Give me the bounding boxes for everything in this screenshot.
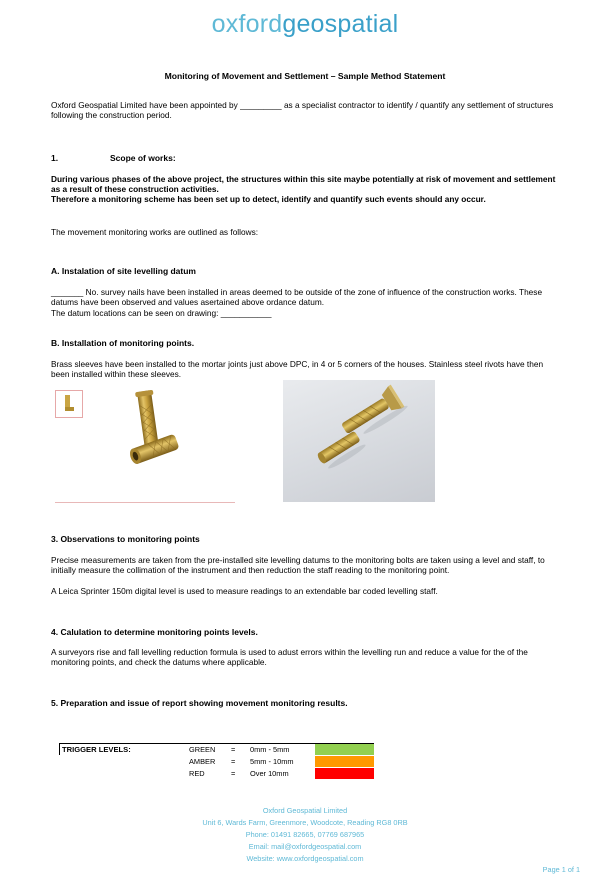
trigger-equals: = (231, 757, 236, 766)
trigger-value: Over 10mm (250, 769, 289, 778)
section-a-heading: A. Instalation of site levelling datum (51, 266, 196, 276)
trigger-name: AMBER (189, 757, 216, 766)
red-swatch (315, 768, 374, 779)
trigger-equals: = (231, 769, 236, 778)
logo-part-2: geospatial (282, 10, 399, 38)
footer-company: Oxford Geospatial Limited (262, 806, 348, 815)
section-b-heading: B. Installation of monitoring points. (51, 338, 195, 348)
amber-swatch (315, 756, 374, 767)
scope-paragraph-1: During various phases of the above project, the structures within this site maybe potentially at risk of movement and settlement as a result of these construction activities. (51, 174, 556, 194)
page-number: Page 1 of 1 (542, 865, 580, 874)
section-4-paragraph: A surveyors rise and fall levelling reduction formula is used to adust errors within the levelling run and reduce a value for the of the monitoring points, and check the datums where applicable. (51, 647, 528, 667)
section-5-heading: 5. Preparation and issue of report showing movement monitoring results. (51, 698, 348, 708)
trigger-name: RED (189, 769, 205, 778)
trigger-value: 5mm - 10mm (250, 757, 294, 766)
footer-email[interactable]: Email: mail@oxfordgeospatial.com (248, 842, 362, 851)
footer-address: Unit 6, Wards Farm, Greenmore, Woodcote, Reading RG8 0RB (202, 818, 408, 827)
document-title: Monitoring of Movement and Settlement – Sample Method Statement (164, 71, 446, 81)
logo-part-1: oxford (211, 10, 283, 38)
section-a-paragraph-2: The datum locations can be seen on drawing: ___________ (51, 308, 272, 318)
intro-paragraph: Oxford Geospatial Limited have been appointed by _________ as a specialist contractor to identify / quantify any settlement of structures following the construction period. (51, 100, 554, 120)
trigger-levels-table (59, 743, 374, 779)
section-3-paragraph-2: A Leica Sprinter 150m digital level is used to measure readings to an extendable bar coded levelling staff. (51, 586, 438, 596)
trigger-name: GREEN (189, 745, 216, 754)
company-logo (0, 10, 610, 39)
trigger-value: 0mm - 5mm (250, 745, 290, 754)
brass-sleeve-photo (55, 386, 235, 503)
rivet-and-sleeve-photo (283, 380, 435, 502)
section-3-heading: 3. Observations to monitoring points (51, 534, 200, 544)
scope-paragraph-2: Therefore a monitoring scheme has been set up to detect, identify and quantify such events should any occur. (51, 194, 486, 204)
section-a-paragraph-1: _______ No. survey nails have been installed in areas deemed to be outside of the zone of influence of the construction works. These datums have been observed and values asertained above ordance datum. (51, 287, 543, 307)
section-4-heading: 4. Calulation to determine monitoring points levels. (51, 627, 258, 637)
trigger-row-amber (59, 755, 374, 767)
section-3-paragraph-1: Precise measurements are taken from the pre-installed site levelling datums to the monitoring bolts are taken using a level and staff, to initially measure the collimation of the instrument and then reduction the staff reading to the monitoring point. (51, 555, 545, 575)
green-swatch (315, 744, 374, 755)
trigger-levels-label: TRIGGER LEVELS: (62, 745, 131, 754)
outline-paragraph: The movement monitoring works are outlined as follows: (51, 227, 259, 237)
footer-phone: Phone: 01491 82665, 07769 687965 (245, 830, 365, 839)
scope-heading: Scope of works: (110, 153, 176, 163)
footer-website[interactable]: Website: www.oxfordgeospatial.com (246, 854, 364, 863)
trigger-row-green (59, 743, 374, 755)
section-b-paragraph: Brass sleeves have been installed to the mortar joints just above DPC, in 4 or 5 corners of the houses. Stainless steel rivots have then been installed within these sleeves. (51, 359, 544, 379)
trigger-row-red (59, 767, 374, 779)
trigger-equals: = (231, 745, 236, 754)
scope-number: 1. (51, 153, 59, 163)
